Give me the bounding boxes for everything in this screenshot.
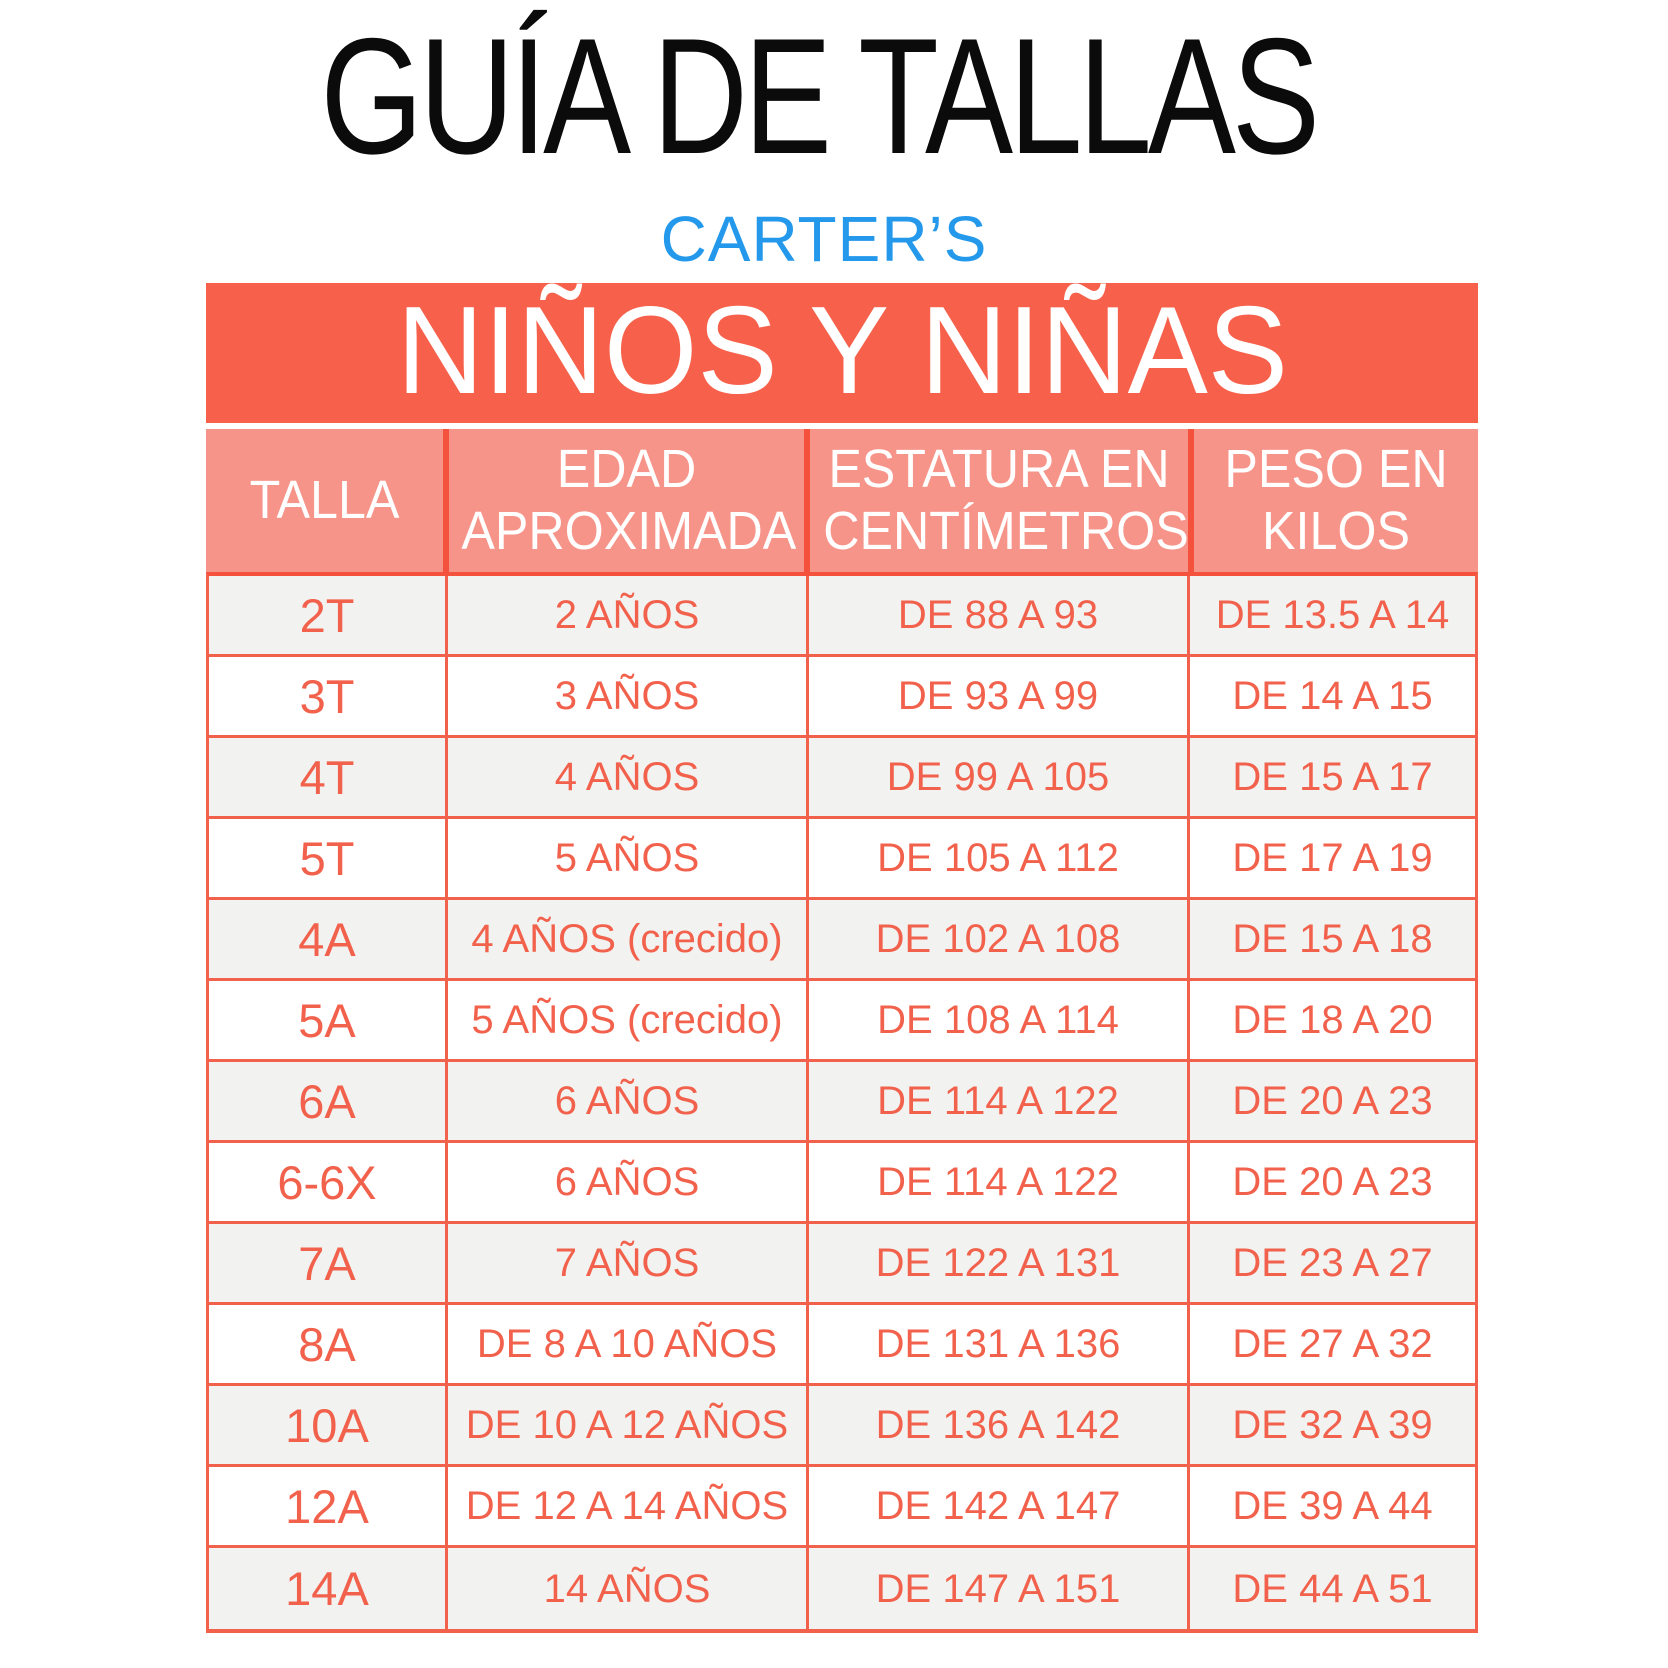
cell-estatura: DE 122 A 131 [809, 1224, 1190, 1302]
table-row [209, 738, 1475, 819]
page-title-text: GUÍA DE TALLAS [320, 4, 1316, 188]
cell-peso: DE 18 A 20 [1232, 998, 1433, 1042]
header-cell-talla [206, 429, 449, 572]
table-row [209, 819, 1475, 900]
table-row [209, 1467, 1475, 1548]
cell-edad: 3 AÑOS [448, 657, 809, 735]
cell-edad: 7 AÑOS [448, 1224, 809, 1302]
cell-peso: DE 15 A 18 [1232, 917, 1433, 961]
cell-peso: DE 15 A 17 [1232, 755, 1433, 799]
cell-talla: 4T [209, 738, 448, 816]
cell-peso: DE 20 A 23 [1232, 1079, 1433, 1123]
table-body [206, 572, 1478, 1633]
header-label: ESTATURA EN CENTÍMETROS [823, 439, 1189, 561]
cell-peso: DE 32 A 39 [1232, 1403, 1433, 1447]
table-row [209, 981, 1475, 1062]
cell-talla: 7A [209, 1224, 448, 1302]
cell-estatura: DE 93 A 99 [809, 657, 1190, 735]
cell-peso: DE 27 A 32 [1232, 1322, 1433, 1366]
cell-estatura: DE 99 A 105 [809, 738, 1190, 816]
cell-talla: 8A [209, 1305, 448, 1383]
table-row [209, 1143, 1475, 1224]
brand-subtitle: CARTER’S [660, 203, 988, 275]
header-label: EDAD APROXIMADA [461, 439, 797, 561]
header-label: PESO EN KILOS [1224, 439, 1448, 561]
cell-estatura: DE 105 A 112 [809, 819, 1190, 897]
table-row [209, 1305, 1475, 1386]
cell-talla: 5T [209, 819, 448, 897]
cell-talla: 14A [209, 1548, 448, 1629]
cell-edad: DE 10 A 12 AÑOS [448, 1386, 809, 1464]
cell-talla: 4A [209, 900, 448, 978]
cell-edad: DE 12 A 14 AÑOS [448, 1467, 809, 1545]
cell-peso: DE 14 A 15 [1232, 674, 1433, 718]
cell-talla: 3T [209, 657, 448, 735]
header-cell-edad [449, 429, 810, 572]
table-row [209, 657, 1475, 738]
table-banner [206, 283, 1478, 423]
cell-estatura: DE 142 A 147 [809, 1467, 1190, 1545]
cell-edad: 6 AÑOS [448, 1062, 809, 1140]
cell-talla: 6A [209, 1062, 448, 1140]
header-cell-peso [1194, 429, 1478, 572]
table-row [209, 900, 1475, 981]
cell-estatura: DE 136 A 142 [809, 1386, 1190, 1464]
header-cell-estatura [810, 429, 1194, 572]
cell-peso: DE 39 A 44 [1232, 1484, 1433, 1528]
cell-peso: DE 13.5 A 14 [1215, 593, 1450, 637]
size-table [206, 283, 1478, 1633]
cell-estatura: DE 147 A 151 [809, 1548, 1190, 1629]
table-header-row [206, 429, 1478, 572]
cell-peso: DE 23 A 27 [1232, 1241, 1433, 1285]
table-row [209, 576, 1475, 657]
header-label: TALLA [249, 469, 400, 530]
table-row [209, 1386, 1475, 1467]
cell-talla: 12A [209, 1467, 448, 1545]
cell-talla: 10A [209, 1386, 448, 1464]
table-row [209, 1548, 1475, 1629]
cell-edad: DE 8 A 10 AÑOS [448, 1305, 809, 1383]
cell-peso: DE 20 A 23 [1232, 1160, 1433, 1204]
cell-edad: 5 AÑOS (crecido) [448, 981, 809, 1059]
cell-estatura: DE 131 A 136 [809, 1305, 1190, 1383]
cell-talla: 2T [209, 576, 448, 654]
table-banner-text: NIÑOS Y NIÑAS [396, 282, 1288, 420]
cell-peso: DE 17 A 19 [1232, 836, 1433, 880]
cell-edad: 5 AÑOS [448, 819, 809, 897]
cell-edad: 4 AÑOS [448, 738, 809, 816]
cell-talla: 6-6X [209, 1143, 448, 1221]
table-row [209, 1062, 1475, 1143]
cell-talla: 5A [209, 981, 448, 1059]
page-title [0, 4, 1636, 188]
cell-estatura: DE 114 A 122 [809, 1062, 1190, 1140]
cell-estatura: DE 108 A 114 [809, 981, 1190, 1059]
cell-edad: 6 AÑOS [448, 1143, 809, 1221]
cell-peso: DE 44 A 51 [1232, 1566, 1433, 1611]
cell-edad: 14 AÑOS [448, 1548, 809, 1629]
cell-estatura: DE 88 A 93 [809, 576, 1190, 654]
cell-estatura: DE 102 A 108 [809, 900, 1190, 978]
cell-edad: 4 AÑOS (crecido) [448, 900, 809, 978]
cell-estatura: DE 114 A 122 [809, 1143, 1190, 1221]
cell-edad: 2 AÑOS [448, 576, 809, 654]
table-row [209, 1224, 1475, 1305]
